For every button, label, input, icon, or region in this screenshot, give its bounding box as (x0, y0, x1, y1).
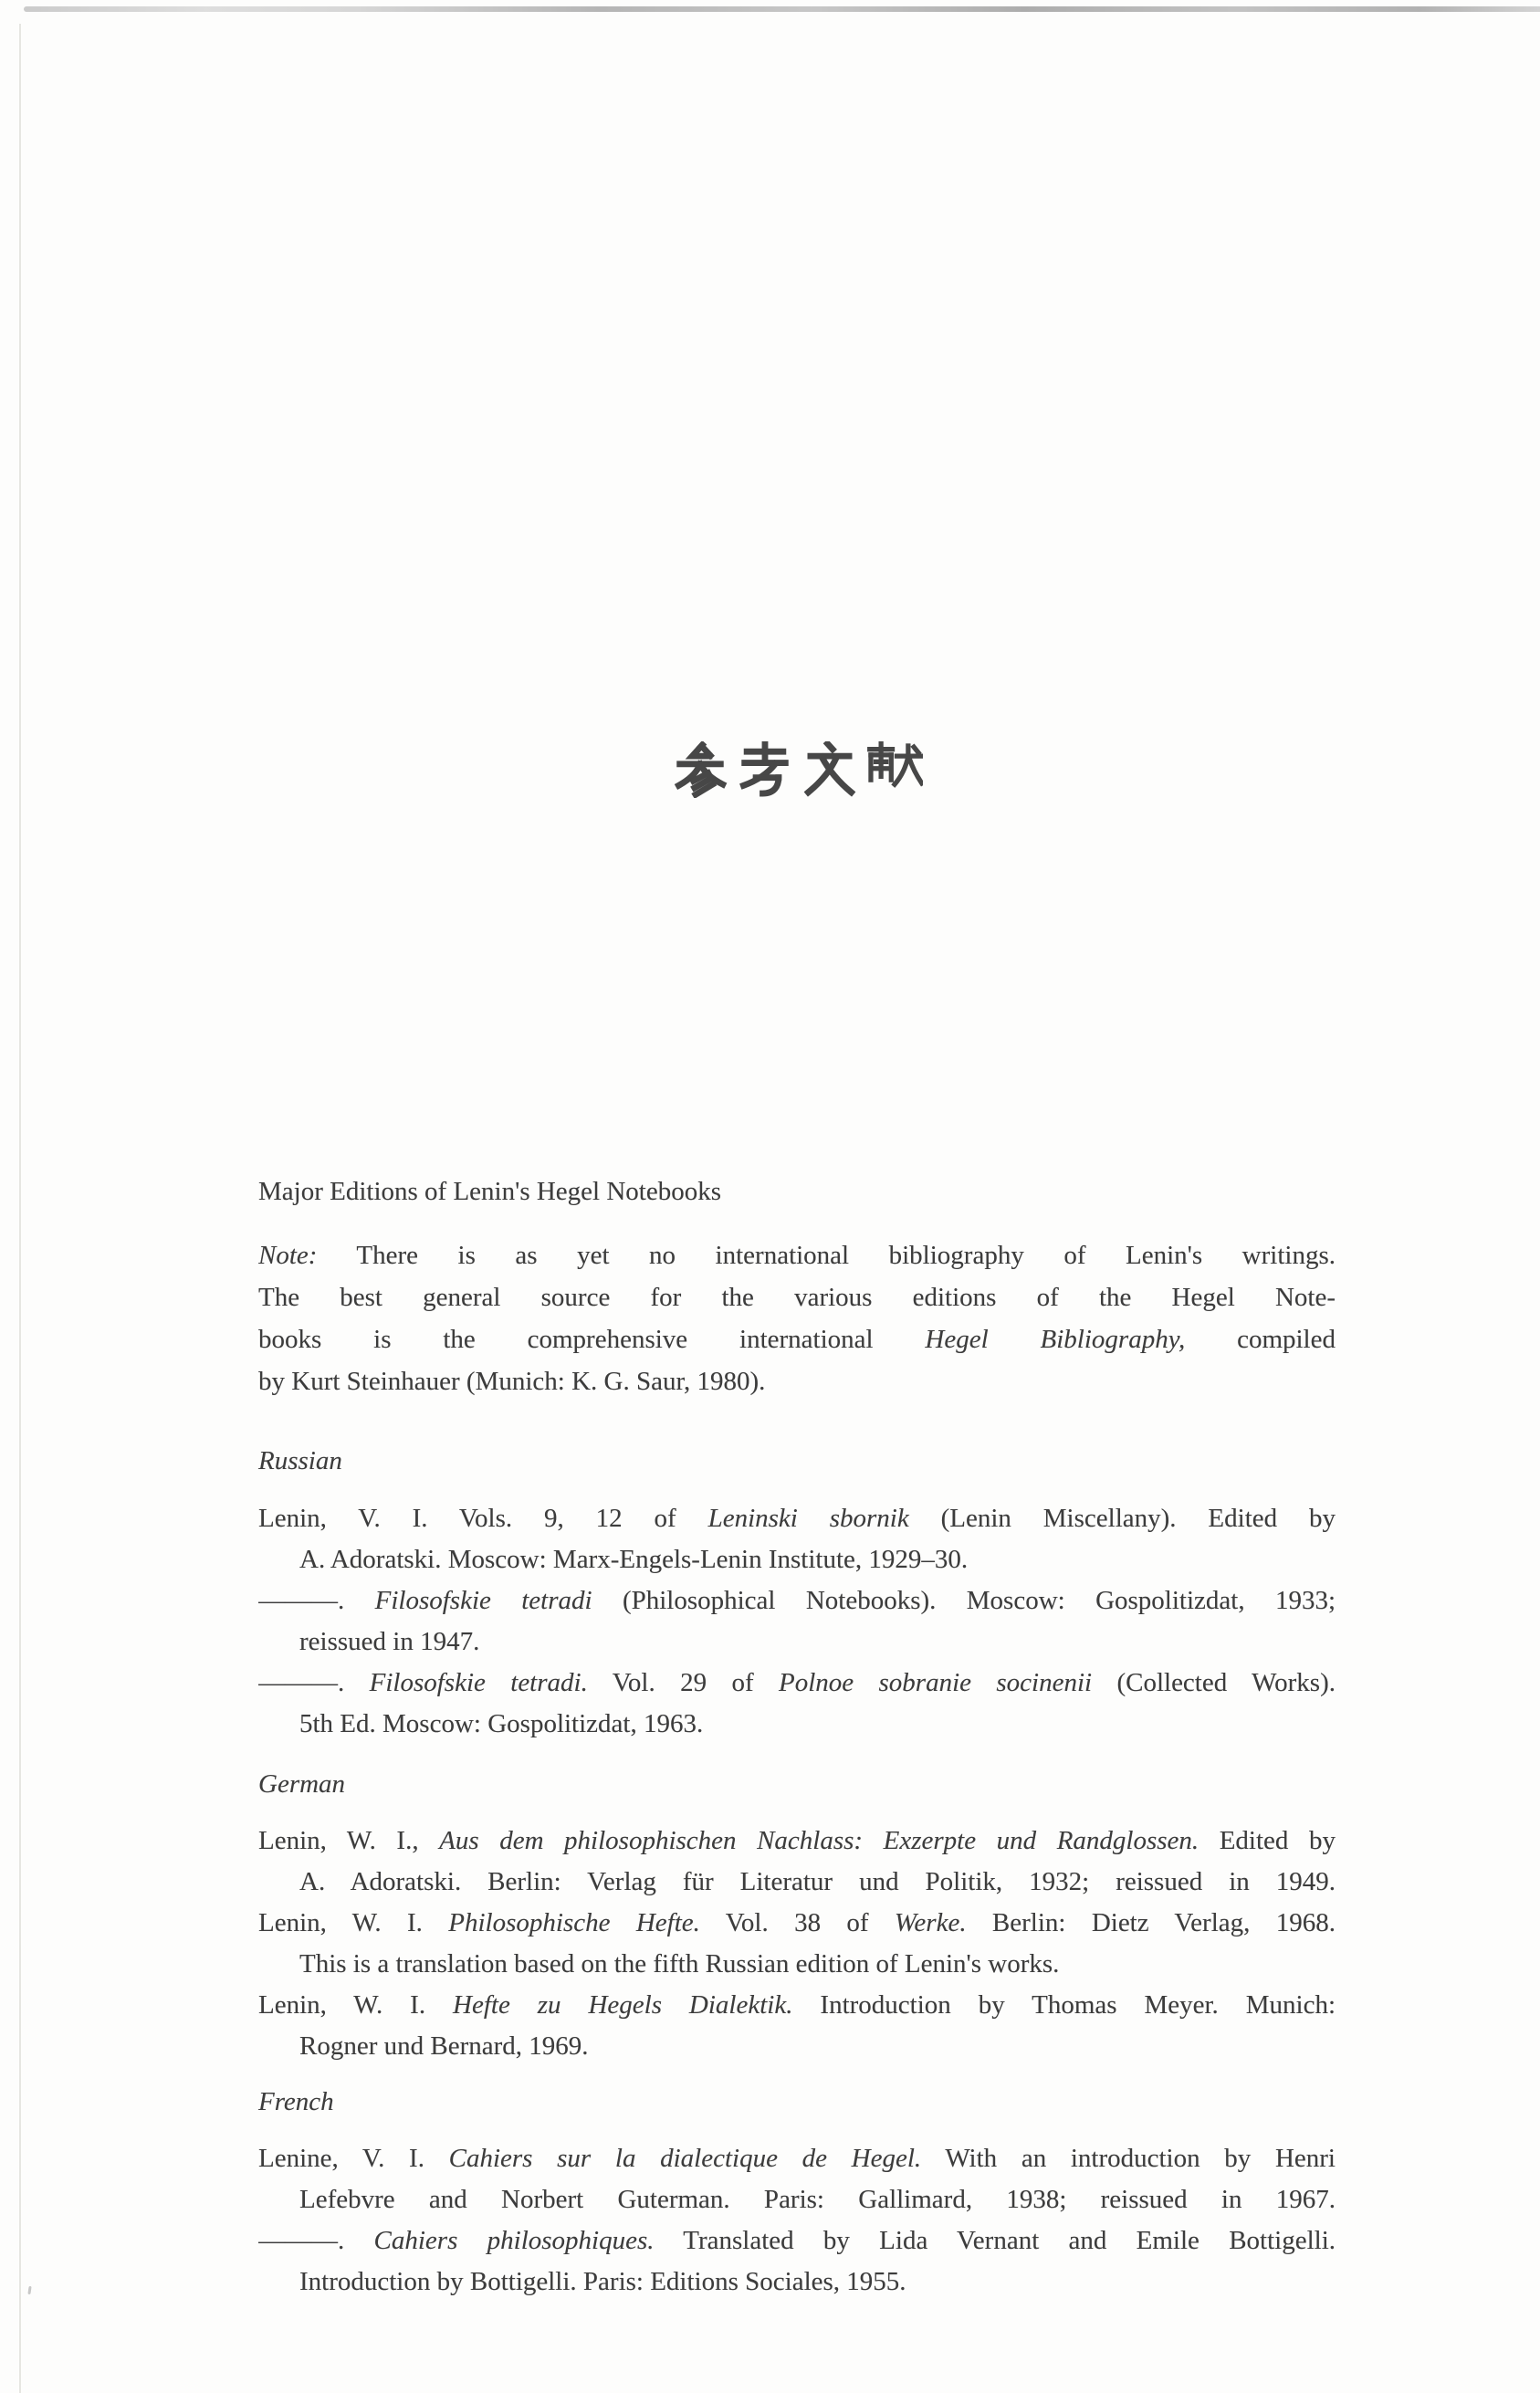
text-line: Lenine, V. I. Cahiers sur la dialectique de Hegel. With an introduction by Henri (258, 2144, 1336, 2173)
text-line: Lenin, V. I. Vols. 9, 12 of Leninski sbornik (Lenin Miscellany). Edited by (258, 1504, 1336, 1533)
cjk-glyph-kao (737, 741, 793, 798)
bibliography-entries-german (258, 1821, 1336, 2067)
bib-entry (258, 1580, 1336, 1663)
bib-entry (258, 1985, 1336, 2067)
text-line: A. Adoratski. Berlin: Verlag für Literatur und Politik, 1932; reissued in 1949. (299, 1867, 1336, 1896)
bibliography-entries-russian (258, 1498, 1336, 1745)
text-line: This is a translation based on the fifth Russian edition of Lenin's works. (299, 1949, 1060, 1978)
bib-entry (258, 1821, 1336, 1903)
page-title-text (797, 741, 798, 742)
language-heading-german: German (258, 1769, 346, 1799)
language-heading-french: French (258, 2087, 334, 2116)
text-line: Note: There is as yet no international bibliography of Lenin's writings. (258, 1241, 1336, 1270)
cjk-glyph-san (672, 741, 728, 798)
text-line: A. Adoratski. Moscow: Marx-Engels-Lenin Institute, 1929–30. (299, 1545, 969, 1574)
text-line: Lenin, W. I., Aus dem philosophischen Nachlass: Exzerpte und Randglossen. Edited by (258, 1826, 1336, 1855)
page-title (258, 741, 1336, 807)
text-line: ———. Cahiers philosophiques. Translated by Lida Vernant and Emile Bottigelli. (258, 2226, 1336, 2255)
bib-entry (258, 1903, 1336, 1985)
text-line: Lenin, W. I. Philosophische Hefte. Vol. 38 of Werke. Berlin: Dietz Verlag, 1968. (258, 1908, 1336, 1937)
text-line: Introduction by Bottigelli. Paris: Editions Sociales, 1955. (299, 2267, 906, 2296)
text-line: The best general source for the various editions of the Hegel Note- (258, 1283, 1336, 1312)
scan-left-edge-line (19, 24, 21, 2393)
text-line: 5th Ed. Moscow: Gospolitizdat, 1963. (299, 1709, 704, 1738)
text-line: Lenin, W. I. Hefte zu Hegels Dialektik. Introduction by Thomas Meyer. Munich: (258, 1990, 1336, 2020)
text-line: ———. Filosofskie tetradi (Philosophical Notebooks). Moscow: Gospolitizdat, 1933; (258, 1586, 1336, 1615)
cjk-glyph-bun (801, 741, 858, 798)
text-line: ———. Filosofskie tetradi. Vol. 29 of Polnoe sobranie socinenii (Collected Works). (258, 1668, 1336, 1697)
bib-entry (258, 1663, 1336, 1745)
bibliography-entries-french (258, 2138, 1336, 2303)
cjk-glyph-ken (866, 741, 923, 798)
text-line: books is the comprehensive international Hegel Bibliography, compiled (258, 1325, 1336, 1354)
language-heading-russian: Russian (258, 1446, 342, 1475)
text-line: Rogner und Bernard, 1969. (299, 2031, 589, 2061)
text-line: by Kurt Steinhauer (Munich: K. G. Saur, 1980). (258, 1367, 766, 1396)
text-line: Lefebvre and Norbert Guterman. Paris: Gallimard, 1938; reissued in 1967. (299, 2185, 1336, 2214)
bib-entry (258, 2138, 1336, 2220)
scan-speck (27, 2286, 31, 2294)
text-line: reissued in 1947. (299, 1627, 480, 1656)
section-heading: Major Editions of Lenin's Hegel Notebooks (258, 1177, 722, 1206)
note-paragraph (258, 1234, 1336, 1402)
bib-entry (258, 1498, 1336, 1580)
bib-entry (258, 2220, 1336, 2303)
scan-top-edge-line (24, 6, 1540, 12)
